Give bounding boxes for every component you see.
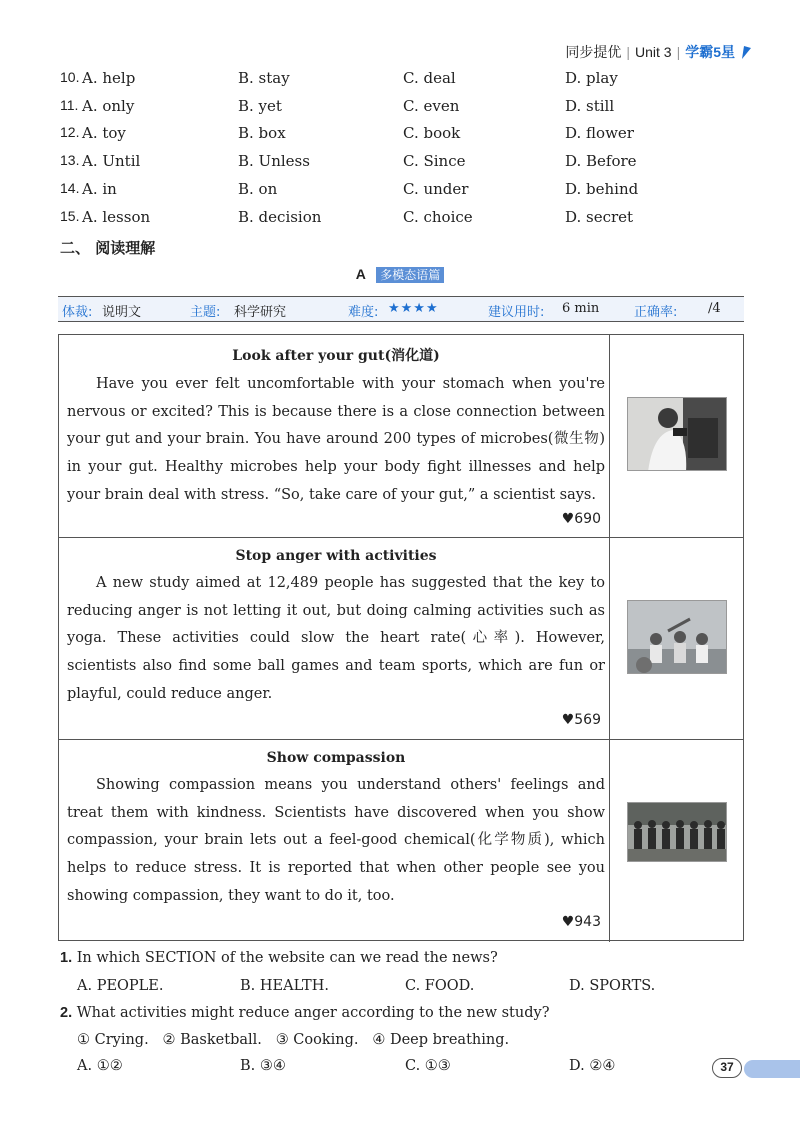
answer-option-d: D. ②④ — [569, 1058, 616, 1074]
option-a: A. help — [82, 69, 136, 87]
genre-label: 体裁: — [62, 305, 93, 320]
article-row — [59, 740, 743, 942]
article — [67, 538, 605, 709]
option-d: D. still — [565, 97, 615, 115]
option-c: C. deal — [403, 69, 456, 87]
article-title: Look after your gut(消化道) — [232, 348, 440, 364]
option-row — [60, 208, 700, 230]
article-row — [59, 538, 743, 740]
answer-option-d: D. SPORTS. — [569, 978, 656, 994]
question-number: 15. — [60, 208, 80, 224]
question-number: 13. — [60, 152, 80, 168]
answer-option-c: C. FOOD. — [405, 978, 475, 994]
accuracy-value: /4 — [708, 301, 721, 316]
option-d: D. play — [565, 69, 618, 87]
option-row — [60, 124, 700, 146]
question-item-list: ① Crying. ② Basketball. ③ Cooking. ④ Deep breathing. — [77, 1032, 510, 1048]
option-row — [60, 69, 700, 91]
passage-tag: 多模态语篇 — [376, 267, 444, 283]
section-title: 二、 阅读理解 — [60, 239, 156, 257]
question-2 — [60, 1005, 549, 1021]
option-d: D. Before — [565, 152, 637, 170]
question-number: 1. — [60, 950, 73, 966]
option-a: A. lesson — [82, 208, 151, 226]
header-separator: | — [676, 44, 681, 60]
likes-count: ♥943 — [561, 914, 601, 930]
question-number: 11. — [60, 97, 79, 113]
question-1 — [60, 950, 498, 966]
option-d: D. secret — [565, 208, 634, 226]
question-items — [77, 1032, 717, 1054]
option-a: A. toy — [82, 124, 126, 142]
option-row — [60, 97, 700, 119]
difficulty-label: 难度: — [348, 305, 379, 320]
page-tab-decoration — [744, 1060, 800, 1078]
answer-option-a: A. PEOPLE. — [77, 978, 164, 994]
question-number: 2. — [60, 1005, 73, 1021]
time-value: 6 min — [562, 301, 600, 316]
question-text: What activities might reduce anger according to the new study? — [76, 1005, 550, 1021]
answer-option-a: A. ①② — [77, 1058, 123, 1074]
article-body: Have you ever felt uncomfortable with your stomach when you're nervous or excited? This is because there is a close connection between your gut and your brain. You have around 200 types of microbes(微生物) in your gut. Healthy microbes help your body fight illnesses and help your brain deal with stress. “So, take care of your gut,” a scientist says. — [67, 376, 605, 503]
header-brand: 学霸5星 — [685, 44, 735, 60]
passage-heading — [0, 266, 800, 283]
brand-flag-icon — [740, 44, 752, 60]
option-c: C. Since — [403, 152, 466, 170]
passage-letter: A — [355, 266, 366, 282]
likes-count: ♥690 — [561, 511, 601, 527]
topic-label: 主题: — [190, 305, 221, 320]
accuracy-label: 正确率: — [634, 305, 678, 320]
option-c: C. book — [403, 124, 461, 142]
passage-info-bar — [58, 296, 744, 322]
question-number: 12. — [60, 124, 80, 140]
question-number: 10. — [60, 69, 80, 85]
option-c: C. even — [403, 97, 460, 115]
answer-options — [77, 978, 717, 1000]
option-d: D. flower — [565, 124, 634, 142]
answer-option-b: B. HEALTH. — [240, 978, 329, 994]
article — [67, 335, 605, 510]
topic-value: 科学研究 — [234, 305, 287, 320]
option-b: B. on — [238, 180, 278, 198]
article-title: Stop anger with activities — [235, 548, 437, 564]
option-a: A. only — [82, 97, 135, 115]
question-number: 14. — [60, 180, 80, 196]
header-separator: | — [626, 44, 630, 60]
option-b: B. decision — [238, 208, 322, 226]
time-label: 建议用时: — [488, 305, 545, 320]
answer-option-c: C. ①③ — [405, 1058, 451, 1074]
answer-options — [77, 1058, 717, 1080]
option-a: A. Until — [82, 152, 141, 170]
answer-option-b: B. ③④ — [240, 1058, 286, 1074]
article-body: Showing compassion means you understand others' feelings and treat them with kindness. Scientists have discovered when you show compassion, your brain lets out a feel-good chemical(化学物质), which helps to reduce stress. It is reported that when other people see you showing compassion, they want to do it, too. — [67, 777, 605, 904]
option-d: D. behind — [565, 180, 639, 198]
difficulty-stars: ★★★★ — [388, 301, 439, 316]
yoga-group-photo — [627, 600, 727, 674]
header-series: 同步提优 — [565, 44, 622, 60]
option-b: B. yet — [238, 97, 282, 115]
article-row — [59, 335, 743, 538]
scientist-microscope-photo — [627, 397, 727, 471]
option-c: C. choice — [403, 208, 473, 226]
article — [67, 740, 605, 911]
page-header — [565, 42, 752, 62]
likes-count: ♥569 — [561, 712, 601, 728]
option-b: B. box — [238, 124, 286, 142]
option-c: C. under — [403, 180, 469, 198]
article-body: A new study aimed at 12,489 people has suggested that the key to reducing anger is not letting it out, but doing calming activities such as yoga. These activities could slow the heart rate(心率). However, scientists also find some ball games and team sports, which are fun or playful, could reduce anger. — [67, 575, 605, 702]
option-a: A. in — [82, 180, 117, 198]
question-text: In which SECTION of the website can we read the news? — [76, 950, 498, 966]
article-title: Show compassion — [266, 750, 406, 766]
option-b: B. stay — [238, 69, 290, 87]
genre-value: 说明文 — [102, 305, 142, 320]
friends-group-photo — [627, 802, 727, 862]
option-row — [60, 152, 700, 174]
page-number: 37 — [712, 1058, 742, 1078]
header-unit: Unit 3 — [634, 44, 672, 60]
option-row — [60, 180, 700, 202]
option-b: B. Unless — [238, 152, 310, 170]
article-table — [58, 334, 744, 941]
